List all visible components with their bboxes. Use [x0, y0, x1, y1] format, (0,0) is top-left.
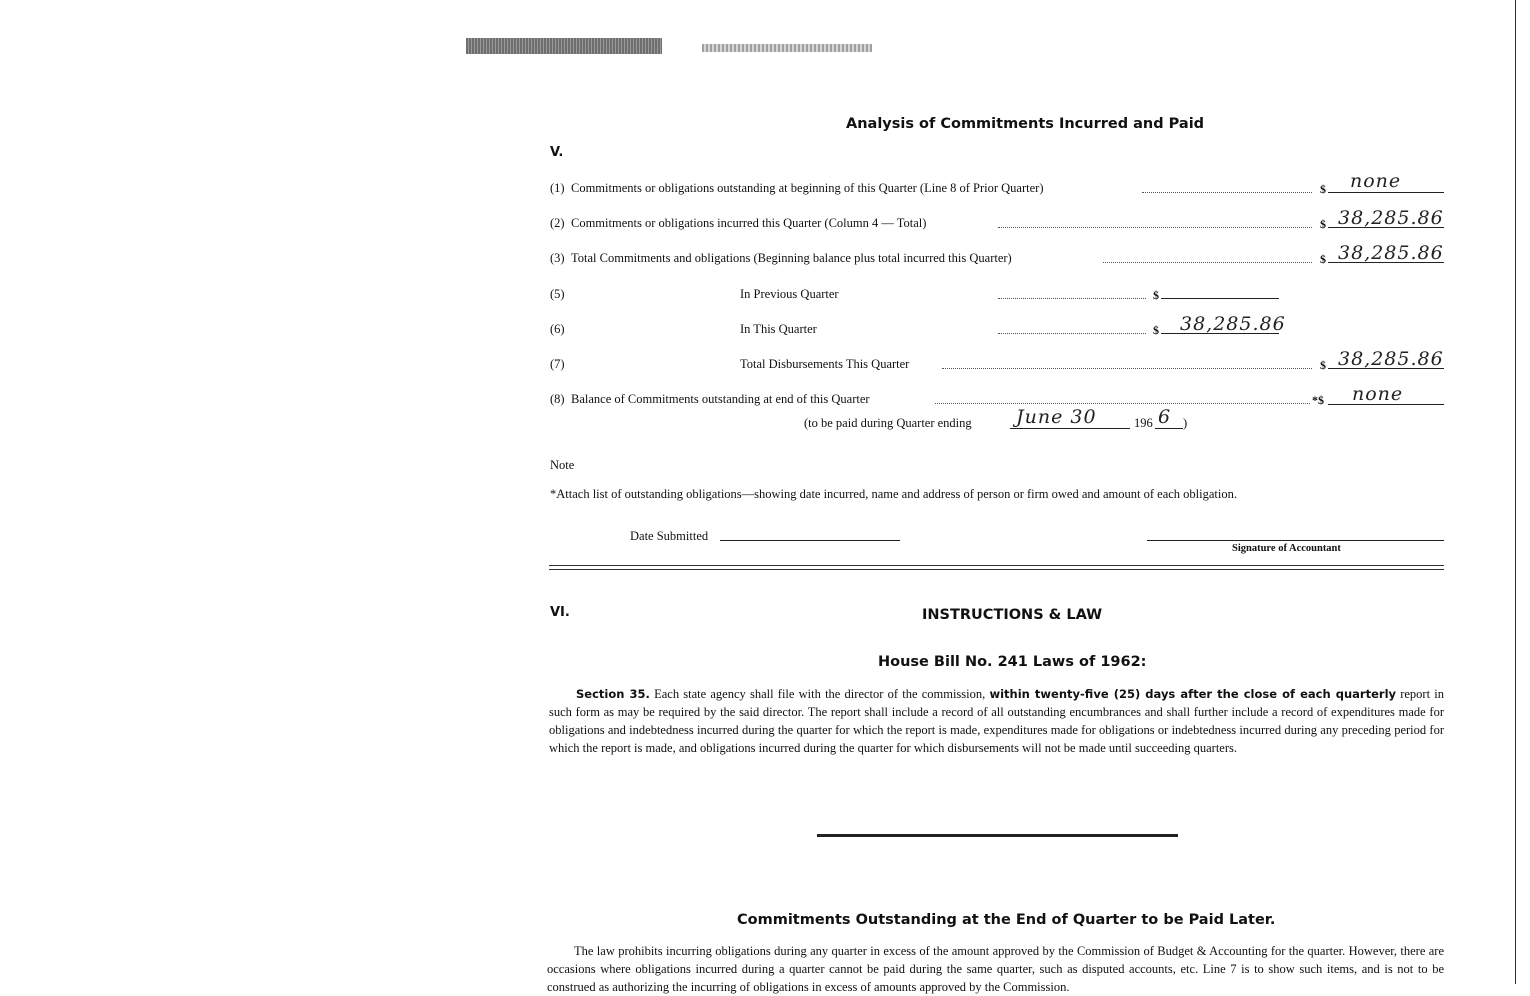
line-8-currency: *$: [1312, 393, 1324, 407]
line-7-value: 38,285.86: [1338, 348, 1444, 370]
line-3-value: 38,285.86: [1338, 242, 1444, 264]
section-35-paragraph: [549, 685, 1444, 757]
section-vi-title: INSTRUCTIONS & LAW: [922, 607, 1103, 623]
section-divider: [549, 565, 1444, 570]
thick-divider: [817, 834, 1178, 837]
line-6-value: 38,285.86: [1180, 313, 1286, 335]
later-title: Commitments Outstanding at the End of Quarter to be Paid Later.: [737, 912, 1276, 928]
line-7-number: (7): [550, 357, 565, 371]
line-5-number: (5): [550, 287, 565, 301]
line-1-number: (1): [550, 181, 565, 195]
paid-during-label: (to be paid during Quarter ending: [804, 416, 972, 430]
paid-during-rule: [1010, 428, 1130, 429]
line-5-label: In Previous Quarter: [740, 287, 839, 301]
section-35-text-a: Each state agency shall file with the director of the commission,: [654, 687, 986, 701]
signature-label: Signature of Accountant: [1232, 543, 1341, 554]
line-2-value: 38,285.86: [1338, 207, 1444, 229]
line-5-currency: $: [1153, 288, 1159, 302]
line-2-number: (2): [550, 216, 565, 230]
paid-year-digit: 6: [1158, 406, 1172, 428]
line-1-rule: [1328, 192, 1444, 193]
line-6-number: (6): [550, 322, 565, 336]
line-2-leader: [998, 227, 1312, 228]
section-v-roman: V.: [550, 145, 564, 160]
line-6-label: In This Quarter: [740, 322, 817, 336]
signature-field: [1147, 540, 1444, 541]
line-1-currency: $: [1320, 182, 1326, 196]
line-2-label: Commitments or obligations incurred this Quarter (Column 4 — Total): [571, 216, 927, 230]
bill-title: House Bill No. 241 Laws of 1962:: [878, 654, 1147, 670]
line-5-rule: [1161, 298, 1279, 299]
line-3-leader: [1103, 262, 1312, 263]
date-submitted-label: Date Submitted: [630, 529, 709, 543]
paid-close: ): [1183, 416, 1188, 430]
line-3-label: Total Commitments and obligations (Beginning balance plus total incurred this Quarter): [571, 251, 1012, 265]
line-7-label: Total Disbursements This Quarter: [740, 357, 910, 371]
paid-year-prefix: 196: [1134, 416, 1153, 430]
paid-year-rule: [1155, 428, 1183, 429]
section-35-bold: within twenty-five (25) days after the close of each quarterly: [989, 687, 1397, 701]
line-1-value: none: [1350, 170, 1402, 192]
line-6-currency: $: [1153, 323, 1159, 337]
line-2-currency: $: [1320, 217, 1326, 231]
later-paragraph: The law prohibits incurring obligations during any quarter in excess of the amount approved by the Commission of Budget & Accounting for the quarter. However, there are occasions where obligations incurred during a quarter cannot be paid during the same quarter, such as disputed accounts, etc. Line 7 is to show such items, and is not to be construed as authorizing the incurring of obligations in excess of amounts approved by the Commission.: [547, 944, 1444, 994]
line-8-label: Balance of Commitments outstanding at end of this Quarter: [571, 392, 870, 406]
line-1-label: Commitments or obligations outstanding at beginning of this Quarter (Line 8 of Prior Quarter): [571, 181, 1044, 195]
line-8-number: (8): [550, 392, 565, 406]
line-5-leader: [998, 298, 1146, 299]
line-3-number: (3): [550, 251, 565, 265]
line-1-leader: [1142, 192, 1312, 193]
scan-smudge-left: [466, 38, 662, 54]
note-label: Note: [550, 458, 575, 472]
line-7-leader: [942, 368, 1312, 369]
line-7-currency: $: [1320, 358, 1326, 372]
line-6-leader: [998, 333, 1146, 334]
section-vi-roman: VI.: [550, 605, 570, 620]
note-text: *Attach list of outstanding obligations—showing date incurred, name and address of person or firm owed and amount of each obligation.: [550, 487, 1237, 501]
scan-smudge-right: [702, 44, 872, 52]
line-3-currency: $: [1320, 252, 1326, 266]
line-8-value: none: [1352, 383, 1404, 405]
scan-right-border: [1515, 0, 1516, 984]
section-35-text-b: report in such form as may be required by the said director. The report shall include a record of all outstanding encumbrances and shall further include a record of expenditures made for obligations and indebtedness incurred during the quarter for which the report is made, expenditures made for obligations or indebtedness incurred during any preceding period for which the report is made, and obligations incurred during the quarter for which disbursements will not be made until succeeding quarters.: [549, 687, 1444, 755]
section-35-label: Section 35.: [576, 687, 650, 701]
section-v-title: Analysis of Commitments Incurred and Paid: [846, 116, 1205, 132]
date-submitted-field: [720, 540, 900, 541]
line-8-leader: [935, 403, 1310, 404]
paid-during-value: June 30: [1016, 406, 1097, 428]
